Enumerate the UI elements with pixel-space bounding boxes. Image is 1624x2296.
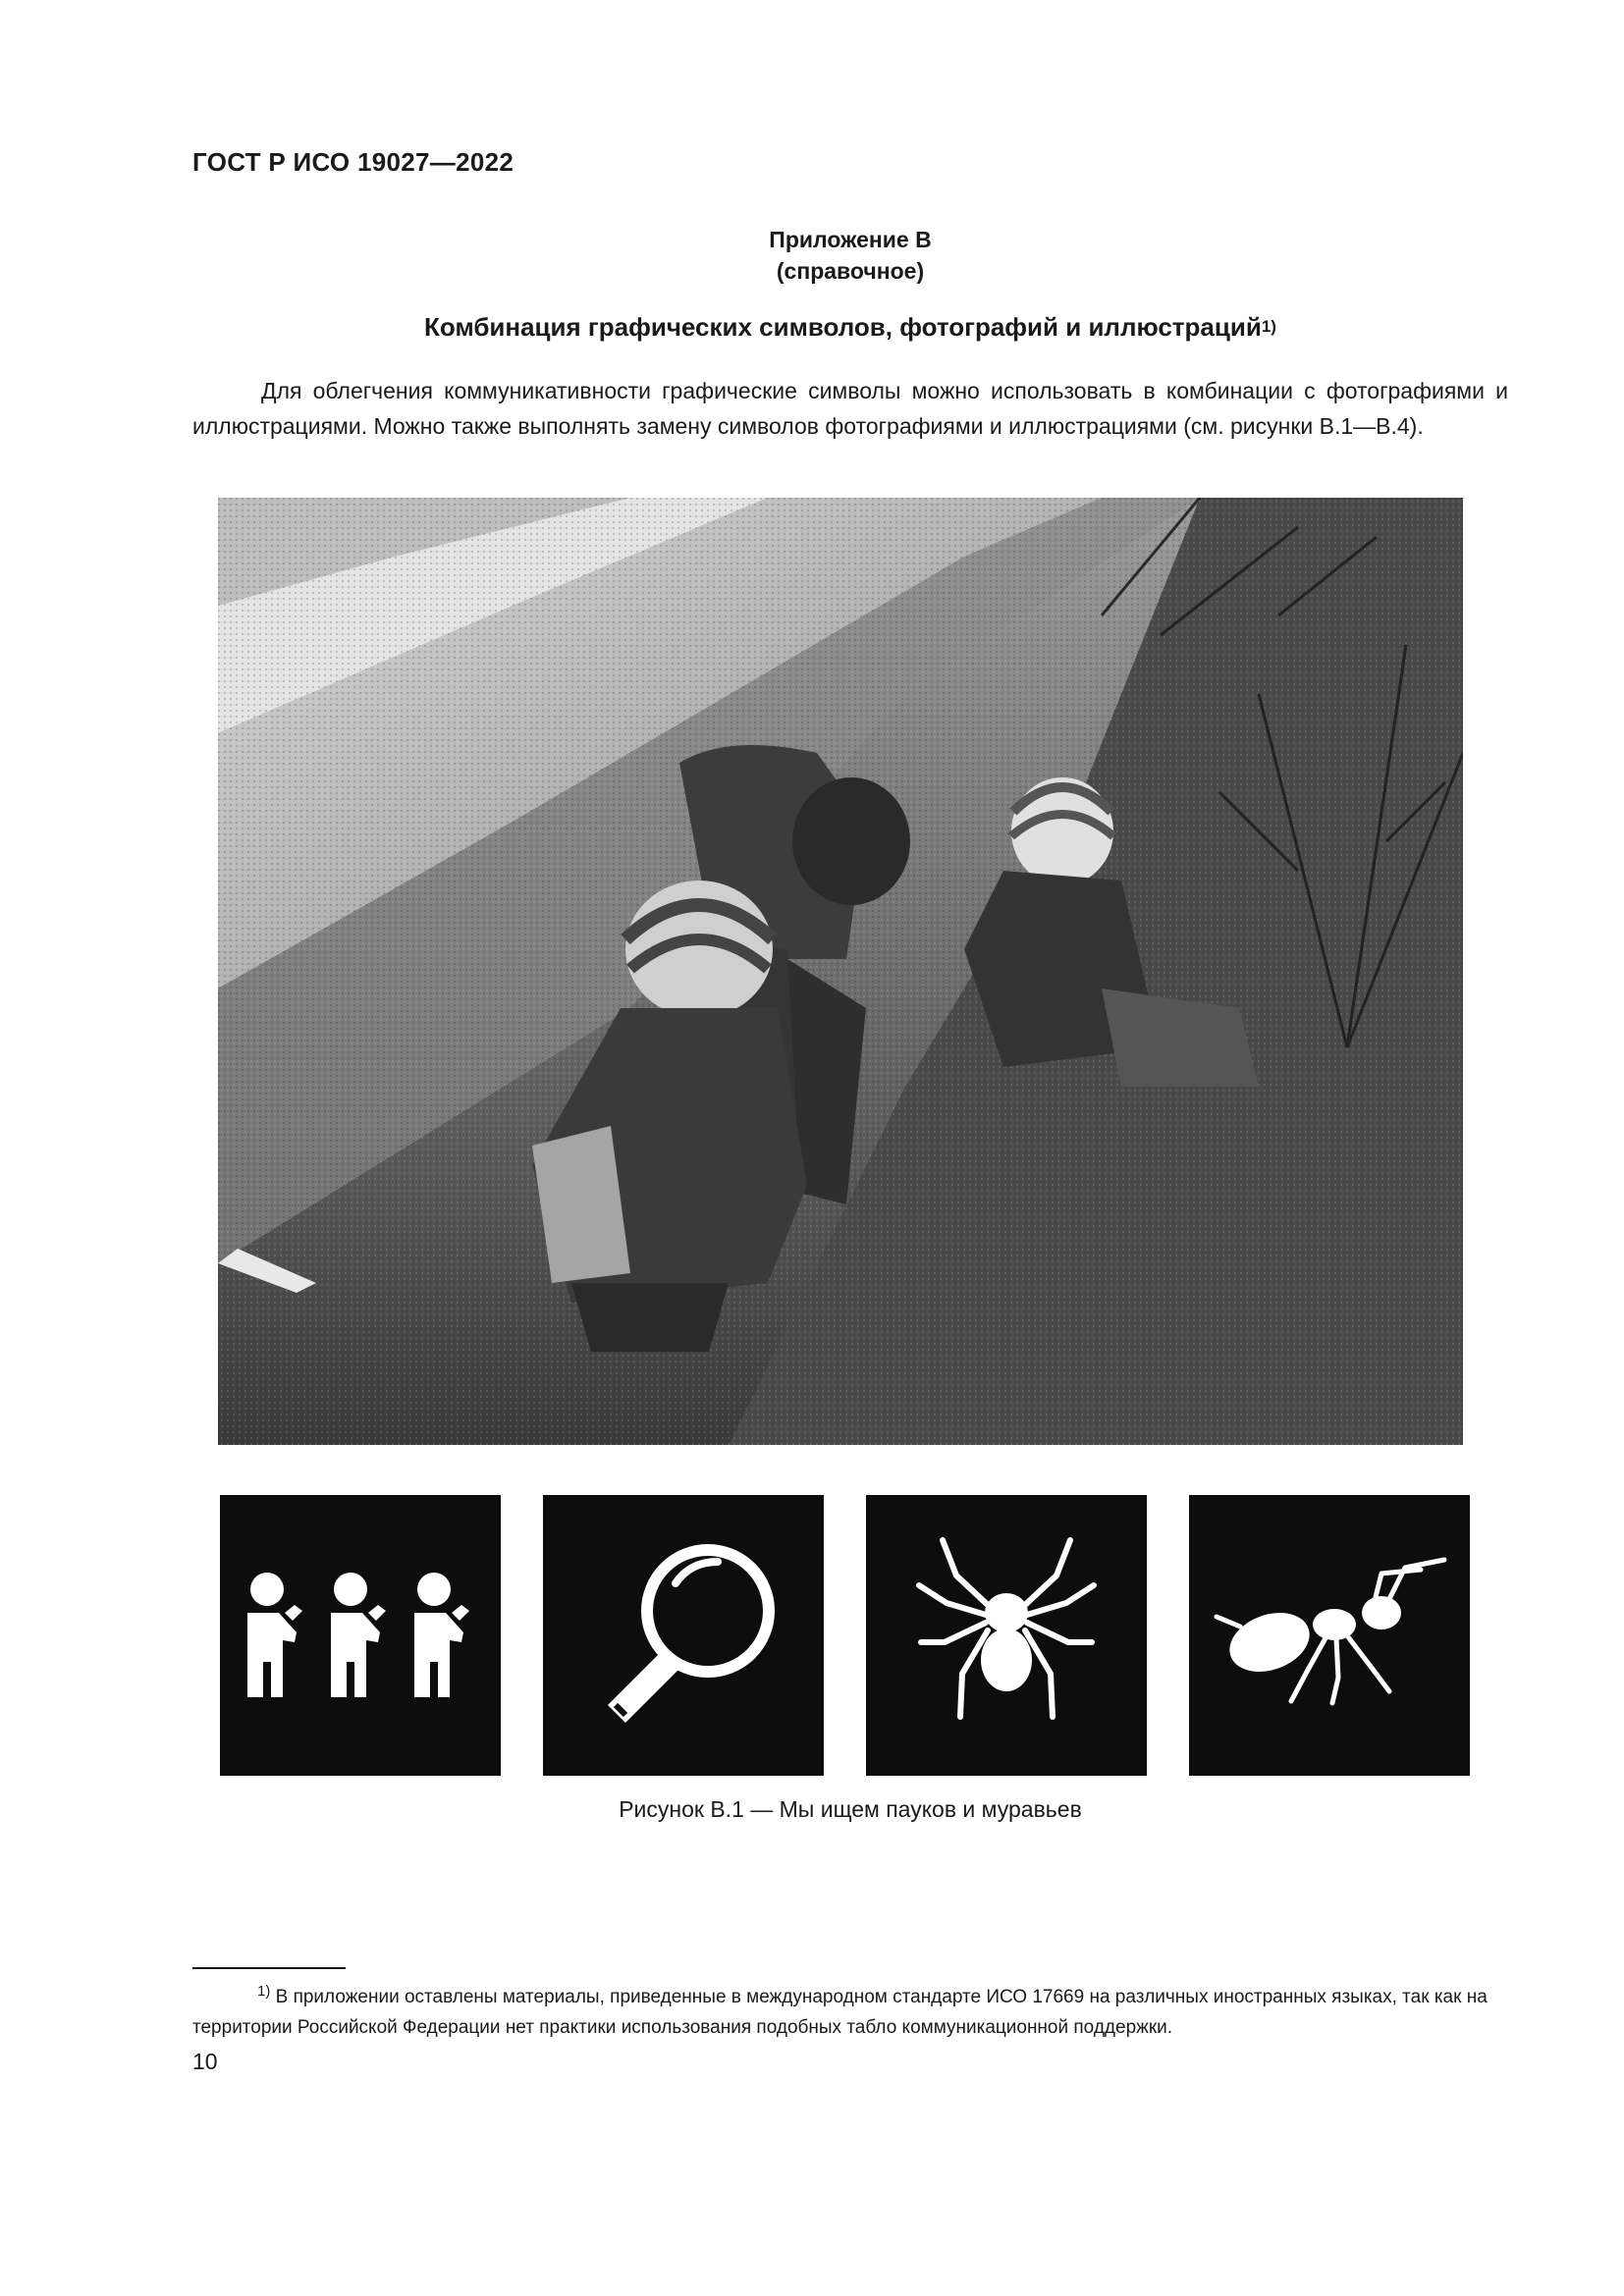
footnote-separator	[192, 1967, 346, 1969]
children-photo	[218, 498, 1463, 1445]
ant-icon	[1189, 1495, 1470, 1776]
three-people-talking-icon	[220, 1495, 501, 1776]
symbol-spider	[866, 1495, 1147, 1776]
footnote-reference: 1)	[1261, 317, 1276, 336]
annex-title-text: Комбинация графических символов, фотографий и иллюстраций	[424, 312, 1262, 342]
annex-heading	[192, 224, 1508, 287]
document-id: ГОСТ Р ИСО 19027—2022	[192, 147, 514, 177]
page-number: 10	[192, 2049, 218, 2074]
annex-kind: (справочное)	[776, 258, 925, 284]
footnote-body	[192, 1983, 1508, 2043]
spider-icon	[866, 1495, 1147, 1776]
figure-caption: Рисунок В.1 — Мы ищем пауков и муравьев	[619, 1796, 1082, 1822]
symbol-talking-people	[220, 1495, 501, 1776]
footnote-text: В приложении оставлены материалы, приведенные в международном стандарте ИСО 17669 на различных иностранных языках, так как на территории Российской Федерации нет практики использования подобных табло коммуникационной поддержки.	[192, 1987, 1488, 2038]
magnifying-glass-icon	[543, 1495, 824, 1776]
intro-paragraph: Для облегчения коммуникативности графические символы можно использовать в комбинации с фотографиями и иллюстрациями. Можно также выполнять замену символов фотографиями и иллюстрациями (см. рисунки В.1—В.4).	[192, 378, 1508, 439]
footnote-mark: 1)	[257, 1983, 271, 2000]
annex-title	[192, 312, 1508, 343]
annex-label: Приложение В	[769, 227, 932, 252]
symbol-ant	[1189, 1495, 1470, 1776]
footnote	[192, 1983, 1508, 2043]
symbol-magnifying-glass	[543, 1495, 824, 1776]
